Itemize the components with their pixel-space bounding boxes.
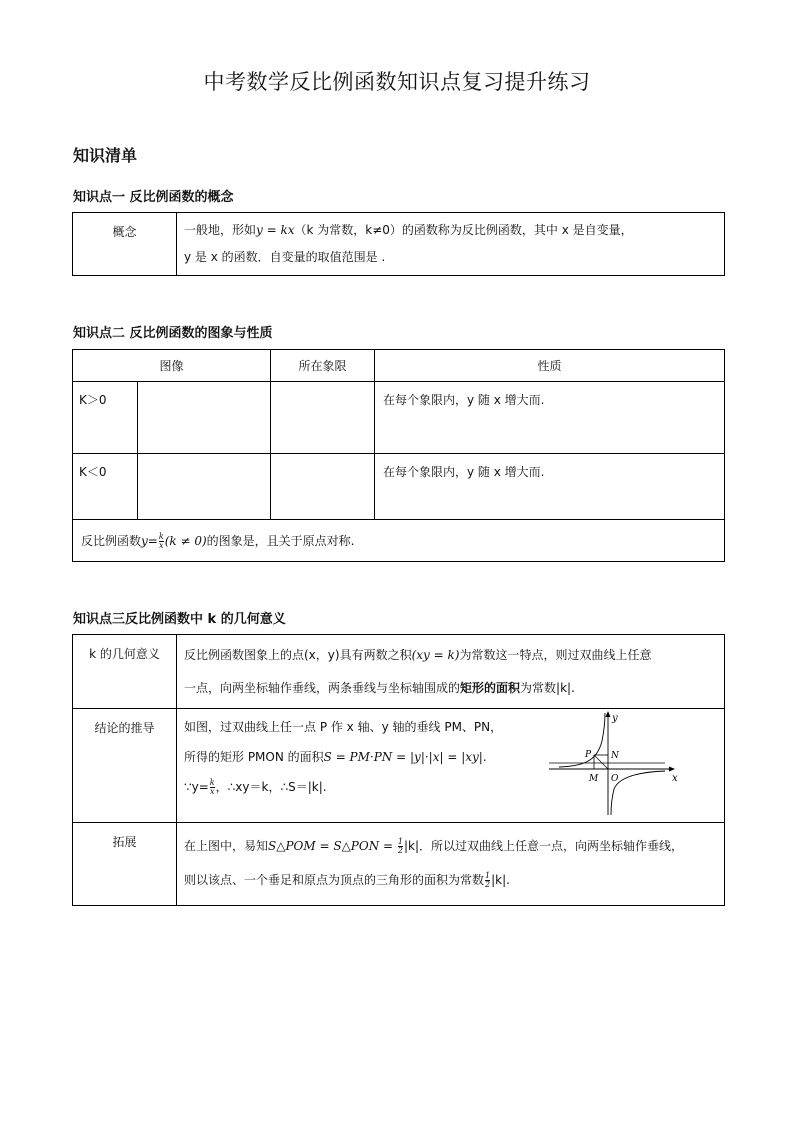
k-meaning-line-1: 反比例函数图象上的点(x，y)具有两数之积(xy = k)为常数这一特点，则过双曲线上任意: [184, 648, 652, 662]
kp3-heading: 知识点三反比例函数中 k 的几何意义: [73, 612, 286, 627]
k-meaning-line-2: 一点，向两坐标轴作垂线，两条垂线与坐标轴围成的矩形的面积为常数|k|.: [184, 681, 575, 695]
label-x: x: [672, 773, 678, 784]
kp2-footer: 反比例函数y= $\frac{k}{x}$ (k ≠ 0)的图象是，且关于原点对称.: [73, 520, 725, 562]
derivation-label: 结论的推导: [73, 709, 177, 823]
page-title: 中考数学反比例函数知识点复习提升练习: [203, 70, 591, 94]
row-k-positive-image: [138, 382, 271, 454]
y-axis-arrow: [606, 711, 611, 717]
concept-line-2: y 是 x 的函数．自变量的取值范围是 .: [184, 250, 386, 264]
extension-content: [177, 823, 725, 906]
extension-label: 拓展: [73, 823, 177, 906]
hyperbola-figure: [549, 711, 725, 819]
kp1-heading: 知识点一 反比例函数的概念: [73, 190, 234, 205]
derivation-content: [177, 709, 725, 823]
section-heading: 知识清单: [73, 146, 138, 165]
kp2-table: [72, 349, 725, 562]
header-image: 图像: [73, 350, 271, 382]
kp1-table: [72, 212, 725, 276]
concept-line-1: 一般地，形如y = kx（k 为常数，k≠0）的函数称为反比例函数，其中 x 是自变量，: [184, 223, 633, 237]
concept-label: 概念: [73, 213, 177, 276]
header-quadrant: 所在象限: [271, 350, 375, 382]
kp3-table: [72, 634, 725, 906]
kp2-heading: 知识点二 反比例函数的图象与性质: [73, 326, 273, 341]
row-k-negative-label: K＜0: [73, 454, 138, 520]
row-k-positive-label: K＞0: [73, 382, 138, 454]
label-M: M: [589, 774, 599, 784]
segment-PO: [594, 755, 608, 769]
header-property: 性质: [375, 350, 725, 382]
row-k-negative-property: 在每个象限内，y 随 x 增大而.: [375, 454, 725, 520]
label-O: O: [611, 774, 619, 784]
label-y: y: [612, 713, 618, 724]
row-k-positive-property: 在每个象限内，y 随 x 增大而.: [375, 382, 725, 454]
derivation-line-2: 所得的矩形 PMON 的面积S = PM·PN = |y|·|x| = |xy|.: [184, 750, 487, 764]
hyperbola-branch-lower: [611, 771, 665, 815]
extension-line-1: 在上图中，易知S△POM = S△PON = $\frac{1}{2}$ |k|．所以过双曲线上任意一点，向两坐标轴作垂线，: [184, 837, 684, 855]
k-meaning-content: [177, 635, 725, 709]
k-meaning-label: k 的几何意义: [73, 635, 177, 709]
derivation-line-3: ∵y= $\frac{k}{x}$ ，∴xy＝k，∴S＝|k|.: [184, 778, 327, 796]
row-k-positive-quadrant: [271, 382, 375, 454]
concept-content: [177, 213, 725, 276]
label-N: N: [611, 751, 619, 761]
label-P: P: [585, 750, 592, 760]
row-k-negative-quadrant: [271, 454, 375, 520]
extension-line-2: 则以该点、一个垂足和原点为顶点的三角形的面积为常数 $\frac{1}{2}$ |k|.: [184, 871, 510, 889]
x-axis-arrow: [669, 767, 675, 772]
row-k-negative-image: [138, 454, 271, 520]
derivation-line-1: 如图，过双曲线上任一点 P 作 x 轴、y 轴的垂线 PM、PN，: [184, 720, 503, 734]
